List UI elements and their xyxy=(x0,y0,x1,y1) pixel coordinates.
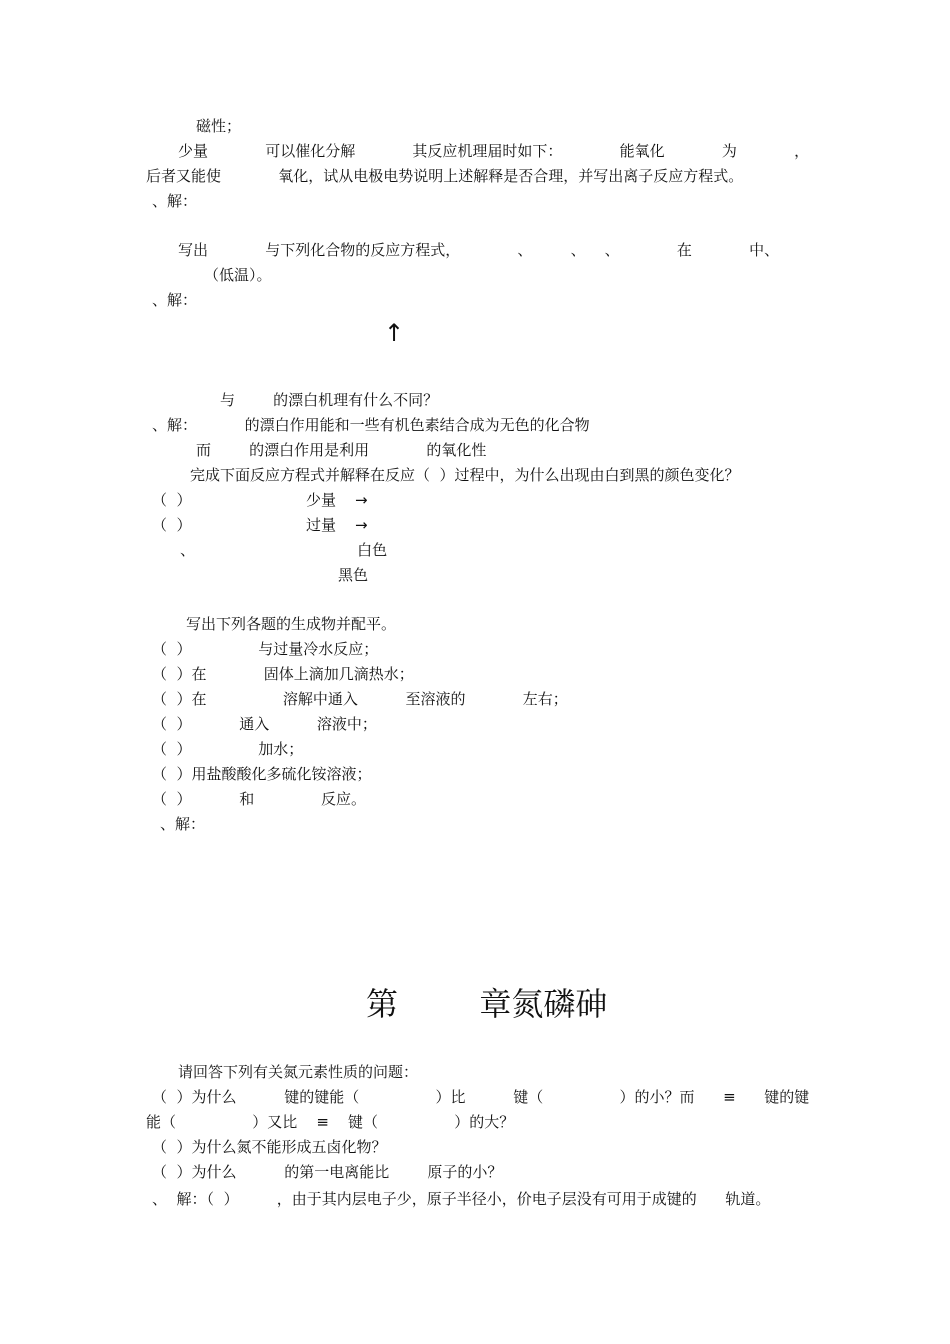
line-13: （ ） 少量 → xyxy=(152,491,368,509)
line-11: 而 的漂白作用是利用 的氧化性 xyxy=(196,441,487,459)
line-04-answer-label: 、解： xyxy=(152,192,198,210)
chapter-title: 第 章氮磷砷 xyxy=(366,985,608,1023)
line-05: 写出 与下列化合物的反应方程式， 、 、 、 在 中、 xyxy=(178,241,780,259)
line-12: 完成下面反应方程式并解释在反应（ ）过程中，为什么出现由白到黑的颜色变化？ xyxy=(190,466,740,484)
line-20: （ ）在 溶解中通入 至溶液的 左右； xyxy=(152,690,568,708)
line-14: （ ） 过量 → xyxy=(152,516,368,534)
line-09: 与 的漂白机理有什么不同？ xyxy=(220,391,439,409)
line-19: （ ）在 固体上滴加几滴热水； xyxy=(152,665,414,683)
line-07-answer-label: 、解： xyxy=(152,291,198,309)
line-03: 后者又能使 氧化，试从电极电势说明上述解释是否合理，并写出离子反应方程式。 xyxy=(146,167,744,185)
line-21: （ ） 通入 溶液中； xyxy=(152,715,377,733)
question-intro: 请回答下列有关氮元素性质的问题： xyxy=(178,1063,419,1081)
line-02: 少量 可以催化分解 其反应机理届时如下： 能氧化 为 ， xyxy=(178,142,810,160)
line-01: 磁性； xyxy=(196,117,242,135)
line-24: （ ） 和 反应。 xyxy=(152,790,366,808)
line-17: 写出下列各题的生成物并配平。 xyxy=(186,615,397,633)
line-25-answer-label: 、解： xyxy=(160,815,206,833)
answer-line: 、 解：（ ） ，由于其内层电子少，原子半径小，价电子层没有可用于成键的 轨道。 xyxy=(152,1190,771,1208)
line-10: 、解： 的漂白作用能和一些有机色素结合成为无色的化合物 xyxy=(152,416,590,434)
question-line-2: 能（ ）又比 ≡ 键（ ）的大？ xyxy=(146,1113,515,1131)
question-line-3: （ ）为什么氮不能形成五卤化物？ xyxy=(152,1138,387,1156)
question-line-1: （ ）为什么 键的键能（ ）比 键（ ）的小？而 ≡ 键的键 xyxy=(152,1088,810,1106)
question-line-4: （ ）为什么 的第一电离能比 原子的小？ xyxy=(152,1163,503,1181)
up-arrow: ↑ xyxy=(384,319,405,347)
line-23: （ ）用盐酸酸化多硫化铵溶液； xyxy=(152,765,372,783)
line-22: （ ） 加水； xyxy=(152,740,304,758)
line-15: 、 白色 xyxy=(180,541,388,559)
line-16: 黑色 xyxy=(338,566,369,584)
line-06: （低温）。 xyxy=(204,266,272,284)
line-18: （ ） 与过量冷水反应； xyxy=(152,640,379,658)
